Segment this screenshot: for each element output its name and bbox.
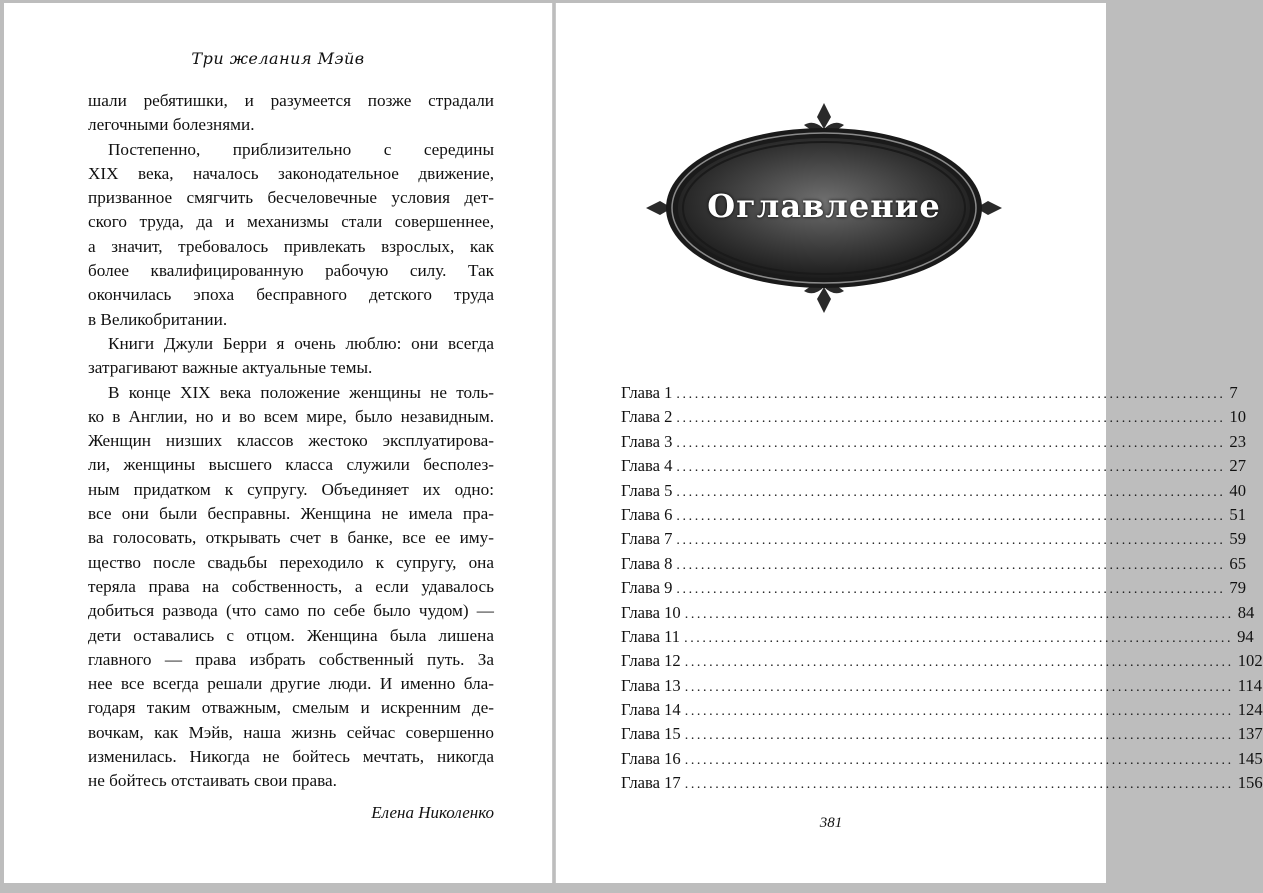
text-line: ли, женщины высшего класса служили бесполез- [88, 455, 494, 475]
toc-chapter-label: Глава 8 [621, 553, 673, 573]
toc-row[interactable] [621, 724, 1263, 748]
toc-page-number: 7 [1229, 383, 1238, 402]
toc-chapter-label: Глава 17 [621, 773, 681, 793]
toc-page-number: 124 [1237, 700, 1263, 720]
text-line: Книги Джули Берри я очень люблю: они всегда [108, 333, 494, 353]
toc-leader-dots: .......................................................................................... [684, 752, 1234, 768]
page-number: 381 [819, 815, 843, 831]
toc-chapter-label: Глава 9 [621, 578, 673, 598]
signature: Елена Николенко [371, 802, 494, 822]
text-line: все они были бесправны. Женщина не имела пра- [88, 504, 494, 524]
toc-row[interactable] [621, 675, 1262, 700]
toc-row[interactable] [621, 383, 1238, 407]
toc-page-number: 59 [1229, 529, 1247, 549]
toc-row[interactable] [621, 602, 1255, 627]
toc-chapter-label: Глава 16 [621, 748, 681, 768]
table-of-contents [621, 383, 1263, 798]
toc-row[interactable] [621, 748, 1263, 773]
toc-leader-dots: .......................................................................................... [676, 460, 1226, 476]
text-line: нее все всегда решали другие люди. И именно бла- [88, 674, 494, 694]
text-line: теряла права на собственность, а если удавалось [88, 576, 494, 596]
left-page [4, 3, 553, 883]
text-line: главного — права избрать собственный путь. За [88, 649, 494, 669]
toc-row[interactable] [621, 504, 1247, 529]
text-line: не бойтесь отстаивать свои права. [88, 771, 337, 791]
body-text [88, 89, 494, 825]
toc-title: Оглавление [707, 187, 941, 225]
toc-chapter-label: Глава 1 [621, 383, 673, 402]
toc-leader-dots: .......................................................................................... [684, 679, 1234, 695]
text-line: добиться развода (что само по себе было чудом) — [88, 601, 494, 621]
toc-row[interactable] [621, 626, 1254, 651]
text-line: Женщин низших классов жестоко эксплуатирова- [88, 431, 494, 451]
toc-leader-dots: .......................................................................................... [684, 655, 1234, 671]
toc-page-number: 79 [1229, 578, 1247, 598]
toc-chapter-label: Глава 6 [621, 504, 673, 524]
toc-page-number: 51 [1229, 504, 1247, 524]
toc-row[interactable] [621, 553, 1247, 578]
toc-leader-dots: .......................................................................................... [676, 411, 1226, 427]
toc-chapter-label: Глава 5 [621, 480, 673, 500]
running-head: Три желания Мэйв [191, 49, 365, 68]
toc-leader-dots: .......................................................................................... [684, 630, 1234, 646]
toc-leader-dots: .......................................................................................... [676, 435, 1226, 451]
text-line: изменилась. Никогда не бойтесь мечтать, никогда [88, 747, 494, 767]
text-line: окончилась эпоха бесправного детского труда [88, 285, 494, 305]
toc-row[interactable] [621, 700, 1263, 724]
toc-chapter-label: Глава 3 [621, 431, 673, 451]
toc-chapter-label: Глава 12 [621, 651, 681, 671]
toc-leader-dots: .......................................................................................... [684, 728, 1234, 744]
toc-page-number: 40 [1229, 480, 1247, 500]
text-line: XIX века, началось законодательное движение, [88, 163, 494, 183]
text-line: ным придатком к супругу. Объединяет их одно: [88, 479, 494, 499]
text-line: щество после свадьбы переходило к супругу, она [88, 552, 494, 572]
right-page [555, 3, 1263, 883]
toc-leader-dots: .......................................................................................... [684, 606, 1234, 622]
toc-row[interactable] [621, 529, 1247, 553]
toc-page-number: 65 [1229, 553, 1247, 573]
toc-page-number: 94 [1237, 626, 1254, 646]
toc-chapter-label: Глава 7 [621, 529, 673, 549]
toc-chapter-label: Глава 13 [621, 675, 681, 695]
text-line: В конце XIX века положение женщины не толь- [108, 382, 494, 402]
toc-leader-dots: .......................................................................................... [676, 582, 1226, 598]
text-line: а значит, требовалось привлекать взрослых, как [88, 236, 494, 256]
toc-chapter-label: Глава 10 [621, 602, 681, 622]
toc-chapter-label: Глава 14 [621, 700, 681, 720]
toc-row[interactable] [621, 578, 1247, 602]
toc-leader-dots: .......................................................................................... [676, 484, 1226, 500]
toc-chapter-label: Глава 2 [621, 407, 673, 427]
text-line: в Великобритании. [88, 309, 228, 329]
text-line: годаря таким отважным, смелым и искренним де- [88, 698, 494, 718]
toc-page-number: 114 [1237, 675, 1262, 695]
text-line: шали ребятишки, и разумеется позже страдали [88, 91, 494, 110]
toc-row[interactable] [621, 456, 1247, 480]
text-line: Постепенно, приблизительно с середины [108, 139, 494, 159]
toc-leader-dots: .......................................................................................... [684, 777, 1234, 793]
toc-row[interactable] [621, 480, 1247, 505]
toc-leader-dots: .......................................................................................... [676, 387, 1226, 402]
toc-leader-dots: .......................................................................................... [676, 533, 1226, 549]
toc-page-number: 84 [1237, 602, 1255, 622]
toc-chapter-label: Глава 4 [621, 456, 673, 476]
toc-page-number: 137 [1237, 724, 1263, 744]
toc-page-number: 102 [1237, 651, 1263, 671]
toc-page-number: 10 [1229, 407, 1247, 427]
text-line: затрагивают важные актуальные темы. [88, 358, 373, 378]
text-line: ского труда, да и механизмы стали совершеннее, [88, 212, 494, 232]
toc-row[interactable] [621, 773, 1263, 797]
toc-chapter-label: Глава 11 [621, 626, 681, 646]
toc-row[interactable] [621, 431, 1247, 456]
text-line: более квалифицированную рабочую силу. Так [88, 261, 494, 281]
text-line: вочкам, как Мэйв, наша жизнь сейчас совершенно [88, 722, 494, 742]
text-line: ко в Англии, но и во всем мире, было незавидным. [88, 406, 494, 426]
text-line: дети оставались с отцом. Женщина была лишена [88, 625, 494, 645]
toc-leader-dots: .......................................................................................... [684, 704, 1234, 720]
toc-chapter-label: Глава 15 [621, 724, 681, 744]
toc-page-number: 145 [1237, 748, 1263, 768]
toc-row[interactable] [621, 651, 1263, 675]
toc-leader-dots: .......................................................................................... [676, 508, 1226, 524]
toc-page-number: 27 [1229, 456, 1247, 476]
text-line: призванное смягчить бесчеловечные условия дет- [88, 188, 494, 208]
toc-row[interactable] [621, 407, 1247, 431]
toc-page-number: 23 [1229, 431, 1247, 451]
text-line: ва голосовать, открывать счет в банке, все ее иму- [88, 528, 494, 548]
toc-leader-dots: .......................................................................................... [676, 557, 1226, 573]
toc-page-number: 156 [1237, 773, 1263, 793]
text-line: легочными болезнями. [88, 115, 255, 135]
